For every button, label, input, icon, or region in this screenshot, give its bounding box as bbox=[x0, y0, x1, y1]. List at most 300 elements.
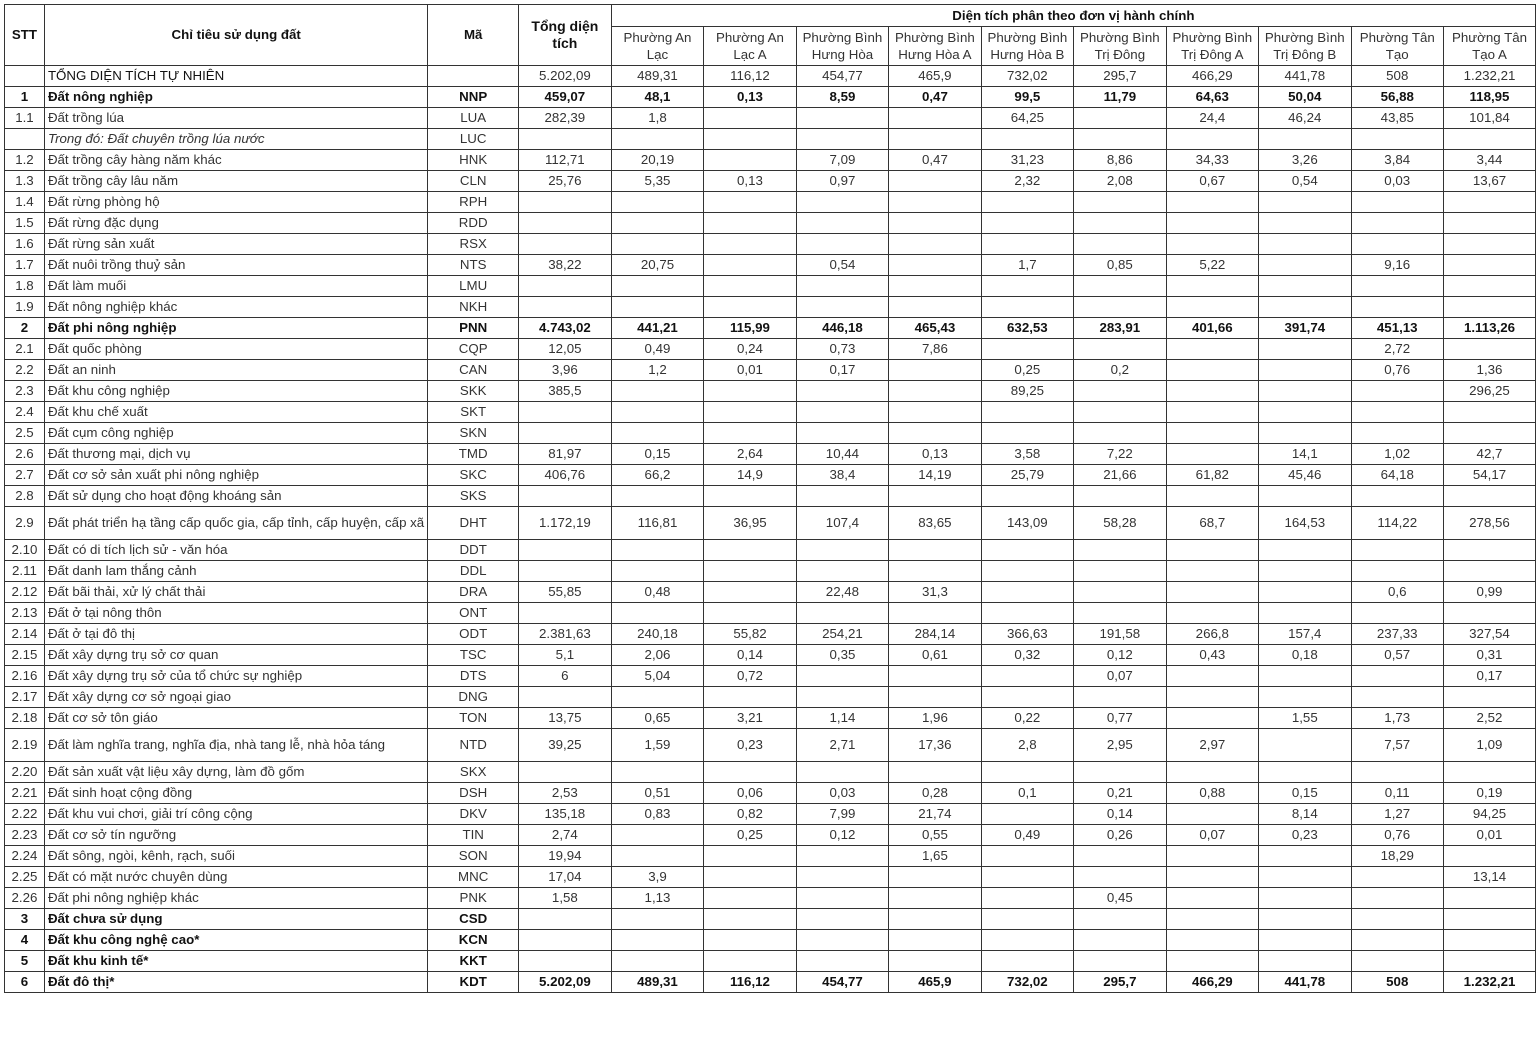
row-ward-value: 0,22 bbox=[981, 708, 1073, 729]
row-category: Đất xây dựng trụ sở cơ quan bbox=[44, 645, 427, 666]
row-ward-value bbox=[704, 582, 796, 603]
row-ward-value bbox=[1259, 540, 1351, 561]
row-ward-value bbox=[611, 402, 703, 423]
row-category: Đất có di tích lịch sử - văn hóa bbox=[44, 540, 427, 561]
header-ward: Phường Bình Trị Đông A bbox=[1166, 27, 1258, 66]
row-category: Đất bãi thải, xử lý chất thải bbox=[44, 582, 427, 603]
row-total: 1,58 bbox=[518, 888, 611, 909]
row-ward-value: 0,55 bbox=[889, 825, 981, 846]
row-ward-value bbox=[1443, 339, 1535, 360]
row-ward-value bbox=[1259, 951, 1351, 972]
row-ward-value bbox=[981, 561, 1073, 582]
row-ward-value: 0,28 bbox=[889, 783, 981, 804]
row-category: Đất danh lam thắng cảnh bbox=[44, 561, 427, 582]
row-ward-value bbox=[981, 234, 1073, 255]
row-ward-value: 0,23 bbox=[704, 729, 796, 762]
row-ward-value: 466,29 bbox=[1166, 972, 1258, 993]
row-ward-value: 2,8 bbox=[981, 729, 1073, 762]
row-ward-value bbox=[611, 234, 703, 255]
row-ward-value: 0,11 bbox=[1351, 783, 1443, 804]
row-ward-value bbox=[611, 909, 703, 930]
row-ward-value bbox=[796, 888, 888, 909]
row-ward-value bbox=[1443, 234, 1535, 255]
row-ward-value: 3,58 bbox=[981, 444, 1073, 465]
row-ward-value bbox=[1074, 951, 1166, 972]
row-ward-value bbox=[704, 930, 796, 951]
table-row bbox=[5, 687, 1536, 708]
table-header bbox=[5, 5, 1536, 66]
row-ward-value bbox=[1259, 561, 1351, 582]
row-ward-value bbox=[1166, 846, 1258, 867]
row-total bbox=[518, 423, 611, 444]
row-ward-value: 0,19 bbox=[1443, 783, 1535, 804]
row-ward-value: 58,28 bbox=[1074, 507, 1166, 540]
row-ward-value bbox=[1443, 402, 1535, 423]
row-ward-value bbox=[1443, 276, 1535, 297]
row-ward-value bbox=[1443, 603, 1535, 624]
header-total: Tổng diện tích bbox=[518, 5, 611, 66]
row-stt bbox=[5, 129, 45, 150]
row-ward-value: 38,4 bbox=[796, 465, 888, 486]
row-ward-value bbox=[1074, 762, 1166, 783]
row-total: 38,22 bbox=[518, 255, 611, 276]
row-ward-value bbox=[1259, 423, 1351, 444]
row-ward-value bbox=[1166, 276, 1258, 297]
row-ward-value bbox=[1351, 888, 1443, 909]
row-ward-value bbox=[611, 825, 703, 846]
header-ward: Phường Tân Tạo bbox=[1351, 27, 1443, 66]
row-ward-value: 3,21 bbox=[704, 708, 796, 729]
row-ward-value: 0,13 bbox=[704, 171, 796, 192]
land-use-table bbox=[4, 4, 1536, 993]
row-ward-value bbox=[889, 381, 981, 402]
row-category: Đất cơ sở tín ngưỡng bbox=[44, 825, 427, 846]
row-category: Đất quốc phòng bbox=[44, 339, 427, 360]
row-ward-value: 0,03 bbox=[796, 783, 888, 804]
row-ward-value bbox=[1259, 729, 1351, 762]
row-ward-value: 18,29 bbox=[1351, 846, 1443, 867]
row-ward-value bbox=[1351, 603, 1443, 624]
row-ward-value bbox=[1074, 129, 1166, 150]
table-row bbox=[5, 171, 1536, 192]
row-ward-value: 68,7 bbox=[1166, 507, 1258, 540]
table-row bbox=[5, 234, 1536, 255]
row-ward-value: 0,67 bbox=[1166, 171, 1258, 192]
row-category: Đất sản xuất vật liệu xây dựng, làm đồ gốm bbox=[44, 762, 427, 783]
row-ward-value bbox=[981, 339, 1073, 360]
row-code: SKS bbox=[428, 486, 519, 507]
row-ward-value bbox=[1351, 276, 1443, 297]
row-ward-value: 13,67 bbox=[1443, 171, 1535, 192]
row-ward-value: 0,32 bbox=[981, 645, 1073, 666]
row-ward-value: 732,02 bbox=[981, 972, 1073, 993]
row-ward-value bbox=[796, 213, 888, 234]
row-ward-value: 0,57 bbox=[1351, 645, 1443, 666]
row-stt: 2.19 bbox=[5, 729, 45, 762]
row-ward-value bbox=[704, 846, 796, 867]
row-ward-value bbox=[889, 234, 981, 255]
row-code: RSX bbox=[428, 234, 519, 255]
row-code: ONT bbox=[428, 603, 519, 624]
row-ward-value bbox=[1166, 666, 1258, 687]
row-ward-value bbox=[1074, 339, 1166, 360]
row-ward-value: 0,82 bbox=[704, 804, 796, 825]
row-ward-value: 0,18 bbox=[1259, 645, 1351, 666]
row-ward-value bbox=[981, 867, 1073, 888]
row-ward-value bbox=[1166, 234, 1258, 255]
row-ward-value bbox=[611, 297, 703, 318]
row-ward-value: 2,52 bbox=[1443, 708, 1535, 729]
row-ward-value: 0,14 bbox=[1074, 804, 1166, 825]
row-category: Đất cơ sở sản xuất phi nông nghiệp bbox=[44, 465, 427, 486]
row-ward-value bbox=[1443, 129, 1535, 150]
row-ward-value bbox=[796, 603, 888, 624]
row-ward-value bbox=[796, 234, 888, 255]
row-ward-value: 0,47 bbox=[889, 150, 981, 171]
row-ward-value bbox=[704, 234, 796, 255]
row-ward-value: 7,86 bbox=[889, 339, 981, 360]
row-ward-value: 0,25 bbox=[981, 360, 1073, 381]
table-row bbox=[5, 603, 1536, 624]
row-ward-value bbox=[611, 930, 703, 951]
row-ward-value bbox=[1074, 297, 1166, 318]
row-stt: 2.15 bbox=[5, 645, 45, 666]
row-ward-value bbox=[1443, 213, 1535, 234]
row-code: SON bbox=[428, 846, 519, 867]
row-ward-value: 24,4 bbox=[1166, 108, 1258, 129]
row-ward-value: 296,25 bbox=[1443, 381, 1535, 402]
row-ward-value bbox=[611, 129, 703, 150]
row-ward-value bbox=[704, 213, 796, 234]
row-ward-value: 10,44 bbox=[796, 444, 888, 465]
row-ward-value bbox=[1259, 339, 1351, 360]
row-code: DDL bbox=[428, 561, 519, 582]
row-ward-value: 8,14 bbox=[1259, 804, 1351, 825]
row-ward-value: 0,45 bbox=[1074, 888, 1166, 909]
row-ward-value: 451,13 bbox=[1351, 318, 1443, 339]
row-ward-value: 99,5 bbox=[981, 87, 1073, 108]
header-ward-group: Diện tích phân theo đơn vị hành chính bbox=[611, 5, 1535, 27]
row-total: 39,25 bbox=[518, 729, 611, 762]
row-code: LUC bbox=[428, 129, 519, 150]
table-row bbox=[5, 804, 1536, 825]
row-ward-value bbox=[1259, 846, 1351, 867]
row-ward-value bbox=[981, 930, 1073, 951]
row-ward-value bbox=[1166, 213, 1258, 234]
row-ward-value bbox=[889, 561, 981, 582]
row-code: NNP bbox=[428, 87, 519, 108]
row-ward-value bbox=[704, 888, 796, 909]
row-ward-value bbox=[889, 192, 981, 213]
row-ward-value: 14,1 bbox=[1259, 444, 1351, 465]
row-ward-value: 401,66 bbox=[1166, 318, 1258, 339]
header-ward: Phường An Lạc bbox=[611, 27, 703, 66]
row-ward-value: 55,82 bbox=[704, 624, 796, 645]
row-total bbox=[518, 540, 611, 561]
table-row bbox=[5, 762, 1536, 783]
row-ward-value: 2,32 bbox=[981, 171, 1073, 192]
row-ward-value: 0,65 bbox=[611, 708, 703, 729]
row-category: Đất xây dựng trụ sở của tổ chức sự nghiệp bbox=[44, 666, 427, 687]
row-category: Đất rừng đặc dụng bbox=[44, 213, 427, 234]
row-total bbox=[518, 951, 611, 972]
row-ward-value bbox=[704, 867, 796, 888]
row-ward-value bbox=[1351, 930, 1443, 951]
row-ward-value bbox=[1259, 603, 1351, 624]
row-ward-value: 21,74 bbox=[889, 804, 981, 825]
row-ward-value bbox=[1259, 582, 1351, 603]
row-ward-value: 7,57 bbox=[1351, 729, 1443, 762]
row-ward-value: 9,16 bbox=[1351, 255, 1443, 276]
table-row bbox=[5, 645, 1536, 666]
header-ward: Phường Bình Hưng Hòa bbox=[796, 27, 888, 66]
row-ward-value bbox=[1259, 930, 1351, 951]
row-ward-value bbox=[796, 192, 888, 213]
row-code: CSD bbox=[428, 909, 519, 930]
row-category: Đất trồng cây lâu năm bbox=[44, 171, 427, 192]
row-ward-value: 45,46 bbox=[1259, 465, 1351, 486]
row-ward-value: 1,13 bbox=[611, 888, 703, 909]
row-category: Đất chưa sử dụng bbox=[44, 909, 427, 930]
table-row bbox=[5, 444, 1536, 465]
row-ward-value bbox=[889, 213, 981, 234]
row-ward-value bbox=[704, 762, 796, 783]
row-ward-value: 0,76 bbox=[1351, 360, 1443, 381]
row-ward-value bbox=[796, 951, 888, 972]
row-stt: 2.26 bbox=[5, 888, 45, 909]
row-ward-value bbox=[1443, 951, 1535, 972]
row-code: DSH bbox=[428, 783, 519, 804]
row-code: SKT bbox=[428, 402, 519, 423]
row-ward-value: 89,25 bbox=[981, 381, 1073, 402]
row-ward-value: 0,99 bbox=[1443, 582, 1535, 603]
row-stt: 2.5 bbox=[5, 423, 45, 444]
row-ward-value: 94,25 bbox=[1443, 804, 1535, 825]
table-row bbox=[5, 255, 1536, 276]
row-stt: 2.21 bbox=[5, 783, 45, 804]
row-ward-value bbox=[704, 129, 796, 150]
row-ward-value: 0,6 bbox=[1351, 582, 1443, 603]
row-ward-value: 1,8 bbox=[611, 108, 703, 129]
row-ward-value bbox=[1443, 297, 1535, 318]
row-ward-value bbox=[981, 297, 1073, 318]
row-ward-value: 3,44 bbox=[1443, 150, 1535, 171]
row-ward-value: 1,14 bbox=[796, 708, 888, 729]
header-category: Chỉ tiêu sử dụng đất bbox=[44, 5, 427, 66]
row-ward-value bbox=[1166, 360, 1258, 381]
row-code: TMD bbox=[428, 444, 519, 465]
row-ward-value bbox=[704, 603, 796, 624]
row-ward-value bbox=[611, 381, 703, 402]
row-category: Đất làm muối bbox=[44, 276, 427, 297]
row-ward-value bbox=[704, 255, 796, 276]
row-ward-value bbox=[981, 192, 1073, 213]
row-ward-value bbox=[704, 276, 796, 297]
row-ward-value bbox=[796, 276, 888, 297]
row-ward-value: 0,01 bbox=[704, 360, 796, 381]
row-category: Đất khu công nghệ cao* bbox=[44, 930, 427, 951]
row-ward-value bbox=[889, 951, 981, 972]
row-stt: 3 bbox=[5, 909, 45, 930]
row-ward-value bbox=[1166, 402, 1258, 423]
row-ward-value bbox=[1166, 339, 1258, 360]
row-category: Đất thương mại, dịch vụ bbox=[44, 444, 427, 465]
table-row bbox=[5, 108, 1536, 129]
row-stt: 2 bbox=[5, 318, 45, 339]
row-ward-value: 1,36 bbox=[1443, 360, 1535, 381]
row-ward-value bbox=[889, 603, 981, 624]
row-ward-value bbox=[611, 192, 703, 213]
row-category: Đất khu chế xuất bbox=[44, 402, 427, 423]
row-ward-value bbox=[1074, 213, 1166, 234]
row-total: 406,76 bbox=[518, 465, 611, 486]
row-total bbox=[518, 561, 611, 582]
table-row bbox=[5, 276, 1536, 297]
row-total: 25,76 bbox=[518, 171, 611, 192]
row-ward-value: 1,55 bbox=[1259, 708, 1351, 729]
table-row bbox=[5, 972, 1536, 993]
row-ward-value: 14,9 bbox=[704, 465, 796, 486]
row-stt: 1.2 bbox=[5, 150, 45, 171]
row-code: ODT bbox=[428, 624, 519, 645]
row-ward-value: 11,79 bbox=[1074, 87, 1166, 108]
row-ward-value: 0,31 bbox=[1443, 645, 1535, 666]
table-row bbox=[5, 666, 1536, 687]
row-ward-value: 0,49 bbox=[981, 825, 1073, 846]
row-total: 5,1 bbox=[518, 645, 611, 666]
row-ward-value: 240,18 bbox=[611, 624, 703, 645]
row-ward-value bbox=[704, 423, 796, 444]
row-ward-value bbox=[1443, 255, 1535, 276]
row-ward-value: 0,01 bbox=[1443, 825, 1535, 846]
row-ward-value: 0,88 bbox=[1166, 783, 1258, 804]
row-category: Đất khu vui chơi, giải trí công cộng bbox=[44, 804, 427, 825]
row-ward-value: 0,2 bbox=[1074, 360, 1166, 381]
row-ward-value bbox=[889, 255, 981, 276]
row-ward-value bbox=[1443, 762, 1535, 783]
row-ward-value bbox=[889, 540, 981, 561]
row-ward-value bbox=[611, 540, 703, 561]
row-total bbox=[518, 486, 611, 507]
table-row bbox=[5, 825, 1536, 846]
row-ward-value: 143,09 bbox=[981, 507, 1073, 540]
header-ward: Phường Bình Trị Đông bbox=[1074, 27, 1166, 66]
row-ward-value: 0,49 bbox=[611, 339, 703, 360]
row-ward-value: 13,14 bbox=[1443, 867, 1535, 888]
row-ward-value bbox=[1351, 192, 1443, 213]
row-ward-value: 0,13 bbox=[889, 444, 981, 465]
row-category: Đất nông nghiệp khác bbox=[44, 297, 427, 318]
row-ward-value: 2,71 bbox=[796, 729, 888, 762]
row-total: 2,53 bbox=[518, 783, 611, 804]
row-stt: 2.14 bbox=[5, 624, 45, 645]
row-ward-value bbox=[796, 129, 888, 150]
row-ward-value: 454,77 bbox=[796, 66, 888, 87]
row-ward-value: 164,53 bbox=[1259, 507, 1351, 540]
row-ward-value: 2,72 bbox=[1351, 339, 1443, 360]
row-category: Đất nông nghiệp bbox=[44, 87, 427, 108]
row-ward-value bbox=[611, 213, 703, 234]
row-ward-value bbox=[1351, 867, 1443, 888]
row-total: 282,39 bbox=[518, 108, 611, 129]
row-total: 135,18 bbox=[518, 804, 611, 825]
row-ward-value: 0,06 bbox=[704, 783, 796, 804]
row-ward-value: 7,99 bbox=[796, 804, 888, 825]
row-ward-value: 465,9 bbox=[889, 972, 981, 993]
row-ward-value bbox=[889, 297, 981, 318]
row-ward-value: 0,03 bbox=[1351, 171, 1443, 192]
row-ward-value: 64,25 bbox=[981, 108, 1073, 129]
row-ward-value bbox=[796, 687, 888, 708]
row-ward-value bbox=[889, 867, 981, 888]
row-ward-value bbox=[796, 846, 888, 867]
row-total bbox=[518, 129, 611, 150]
row-ward-value: 295,7 bbox=[1074, 972, 1166, 993]
row-ward-value: 283,91 bbox=[1074, 318, 1166, 339]
row-ward-value: 20,19 bbox=[611, 150, 703, 171]
row-ward-value bbox=[1351, 666, 1443, 687]
row-ward-value: 42,7 bbox=[1443, 444, 1535, 465]
row-ward-value bbox=[1443, 486, 1535, 507]
row-ward-value bbox=[889, 108, 981, 129]
row-ward-value bbox=[1074, 486, 1166, 507]
row-code: SKK bbox=[428, 381, 519, 402]
row-ward-value: 0,1 bbox=[981, 783, 1073, 804]
row-ward-value: 5,04 bbox=[611, 666, 703, 687]
table-row bbox=[5, 540, 1536, 561]
row-ward-value: 632,53 bbox=[981, 318, 1073, 339]
row-category: Đất ở tại nông thôn bbox=[44, 603, 427, 624]
row-category: Đất phát triển hạ tầng cấp quốc gia, cấp tỉnh, cấp huyện, cấp xã bbox=[44, 507, 427, 540]
row-ward-value: 61,82 bbox=[1166, 465, 1258, 486]
row-ward-value: 1,09 bbox=[1443, 729, 1535, 762]
row-ward-value: 441,78 bbox=[1259, 66, 1351, 87]
row-ward-value bbox=[1166, 444, 1258, 465]
row-stt: 2.22 bbox=[5, 804, 45, 825]
table-row bbox=[5, 297, 1536, 318]
row-code: SKX bbox=[428, 762, 519, 783]
row-ward-value: 0,85 bbox=[1074, 255, 1166, 276]
row-ward-value bbox=[1351, 213, 1443, 234]
row-ward-value: 2,64 bbox=[704, 444, 796, 465]
row-ward-value: 0,83 bbox=[611, 804, 703, 825]
row-ward-value: 0,73 bbox=[796, 339, 888, 360]
row-ward-value bbox=[1166, 297, 1258, 318]
row-code: CAN bbox=[428, 360, 519, 381]
row-ward-value: 1.113,26 bbox=[1443, 318, 1535, 339]
row-ward-value bbox=[981, 804, 1073, 825]
row-ward-value: 0,17 bbox=[796, 360, 888, 381]
row-ward-value: 266,8 bbox=[1166, 624, 1258, 645]
row-ward-value bbox=[1074, 234, 1166, 255]
table-row bbox=[5, 888, 1536, 909]
row-stt: 2.18 bbox=[5, 708, 45, 729]
row-ward-value bbox=[796, 108, 888, 129]
row-ward-value: 1,27 bbox=[1351, 804, 1443, 825]
row-ward-value bbox=[981, 276, 1073, 297]
row-ward-value bbox=[1074, 867, 1166, 888]
row-code: NTS bbox=[428, 255, 519, 276]
table-row bbox=[5, 402, 1536, 423]
table-row bbox=[5, 129, 1536, 150]
row-code: DTS bbox=[428, 666, 519, 687]
row-ward-value: 454,77 bbox=[796, 972, 888, 993]
row-ward-value bbox=[1166, 762, 1258, 783]
row-ward-value bbox=[611, 423, 703, 444]
row-stt: 1.1 bbox=[5, 108, 45, 129]
table-body bbox=[5, 66, 1536, 993]
row-ward-value: 50,04 bbox=[1259, 87, 1351, 108]
